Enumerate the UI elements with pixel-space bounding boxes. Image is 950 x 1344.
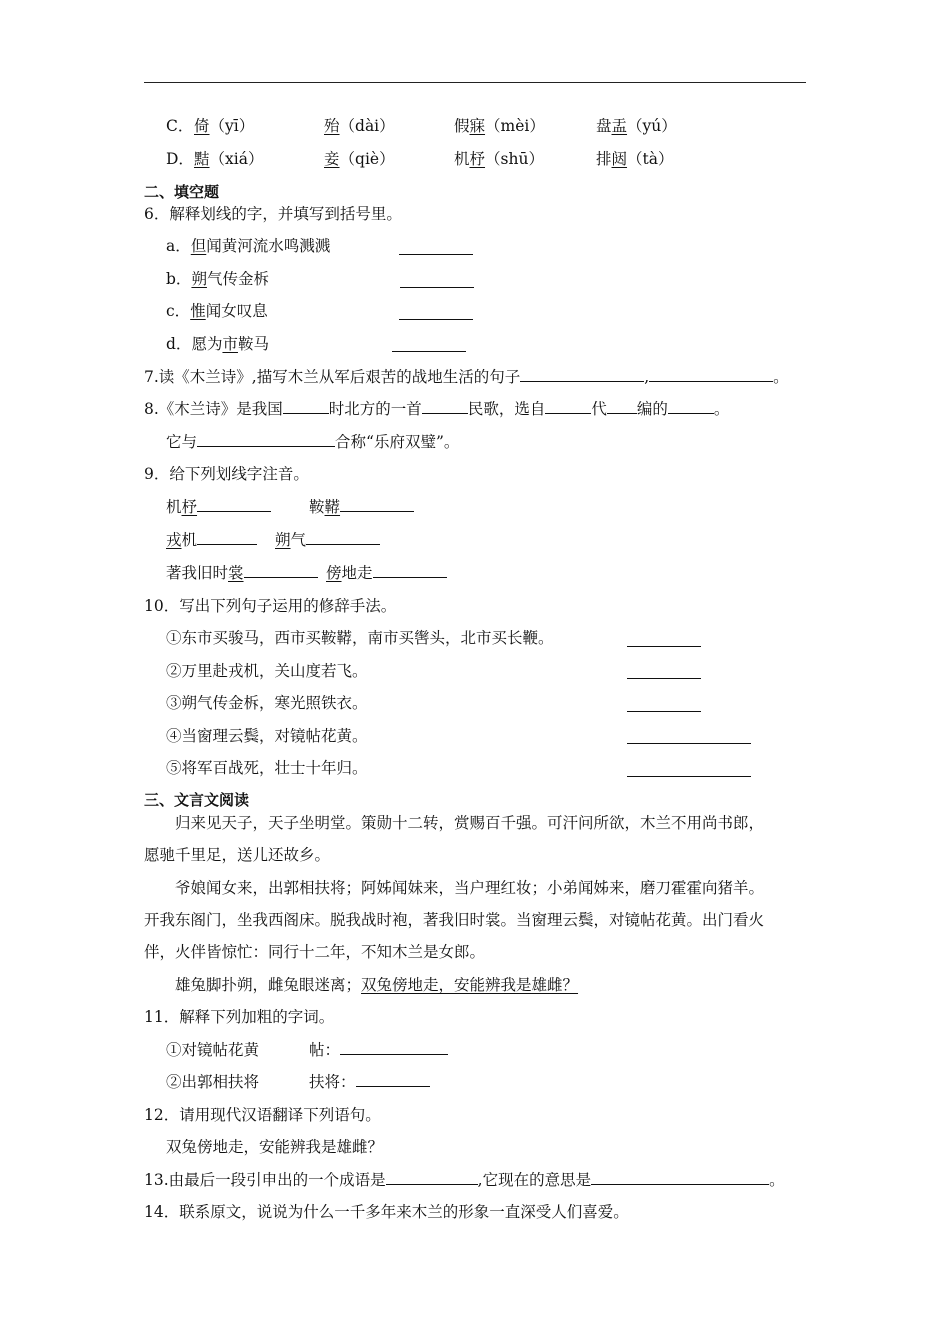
option-d-item-2: 妾（qiè）: [324, 150, 395, 168]
q10-item-2: ②万里赴戎机，关山度若飞。: [166, 662, 368, 680]
answer-blank[interactable]: [373, 563, 447, 578]
q10-item-3: ③朔气传金柝，寒光照铁衣。: [166, 694, 368, 712]
q10-item-4: ④当窗理云鬓，对镜帖花黄。: [166, 727, 368, 745]
q9-word-2: 鞍鞯: [309, 497, 414, 517]
question-11-stem: 11．解释下列加粗的字词。: [144, 1008, 335, 1026]
question-9-stem: 9．给下列划线字注音。: [144, 465, 309, 483]
question-14-stem: 14．联系原文，说说为什么一千多年来木兰的形象一直深受人们喜爱。: [144, 1203, 629, 1221]
answer-blank[interactable]: [306, 530, 380, 545]
section-heading-fill-blank: 二、填空题: [144, 183, 220, 201]
question-13: 13.由最后一段引申出的一个成语是 ,它现在的意思是 。: [144, 1171, 785, 1189]
passage-line: 雄兔脚扑朔，雌兔眼迷离；双兔傍地走，安能辨我是雄雌？: [175, 976, 579, 994]
q11-item-2-word: 扶将：: [309, 1072, 430, 1092]
answer-blank[interactable]: [197, 497, 271, 512]
answer-blank[interactable]: [356, 1072, 430, 1087]
q11-item-2: ②出郭相扶将: [166, 1073, 260, 1091]
q6-item-a: a．但闻黄河流水鸣溅溅: [166, 237, 331, 255]
answer-blank[interactable]: [283, 399, 329, 414]
question-7: 7.读《木兰诗》,描写木兰从军后艰苦的战地生活的句子 , 。: [144, 368, 789, 386]
question-8: 8.《木兰诗》是我国 时北方的一首 民歌，选自 代 编的 。: [144, 400, 730, 418]
option-d-item-4: 排闼（tà）: [596, 150, 674, 168]
q9-word-1: 机杼: [166, 497, 271, 517]
option-d-item-3: 机杼（shū）: [454, 150, 544, 168]
q10-item-5: ⑤将军百战死，壮士十年归。: [166, 759, 368, 777]
q9-word-5: 著我旧时裳: [166, 563, 318, 583]
q11-item-1-word: 帖：: [309, 1040, 448, 1060]
header-rule: [144, 82, 806, 83]
answer-blank[interactable]: [668, 399, 714, 414]
section-heading-classical-reading: 三、文言文阅读: [144, 791, 250, 809]
option-c-item-1: 倚（yī）: [194, 117, 255, 135]
q9-word-3: 戎机: [166, 530, 257, 550]
answer-blank[interactable]: [392, 337, 466, 352]
option-c-item-2: 殆（dài）: [324, 117, 395, 135]
option-d-item-1: 黠（xiá）: [194, 150, 264, 168]
option-c: [166, 116, 193, 136]
passage-line: 伴，火伴皆惊忙：同行十二年，不知木兰是女郎。: [144, 943, 486, 961]
answer-blank[interactable]: [340, 497, 414, 512]
option-d: [166, 149, 194, 169]
q6-item-b: b．朔气传金柝: [166, 270, 269, 288]
question-10-stem: 10．写出下列句子运用的修辞手法。: [144, 597, 397, 615]
passage-line: 开我东阁门，坐我西阁床。脱我战时袍，著我旧时裳。当窗理云鬓，对镜帖花黄。出门看火: [144, 911, 765, 929]
option-c-item-4: 盘盂（yú）: [596, 117, 677, 135]
answer-blank[interactable]: [400, 273, 474, 288]
answer-blank[interactable]: [520, 367, 644, 382]
q9-word-4: 朔气: [275, 530, 380, 550]
q9-word-6: 傍地走: [326, 563, 447, 583]
answer-blank[interactable]: [627, 632, 701, 647]
answer-blank[interactable]: [244, 563, 318, 578]
question-6-stem: 6．解释划线的字，并填写到括号里。: [144, 205, 402, 223]
q10-item-1: ①东市买骏马，西市买鞍鞯，南市买辔头，北市买长鞭。: [166, 629, 554, 647]
answer-blank[interactable]: [607, 399, 637, 414]
q11-item-1: ①对镜帖花黄: [166, 1041, 260, 1059]
answer-blank[interactable]: [399, 240, 473, 255]
passage-line: 愿驰千里足，送儿还故乡。: [144, 846, 331, 864]
answer-blank[interactable]: [340, 1040, 448, 1055]
option-label: D．: [166, 150, 194, 168]
q12-sentence: 双兔傍地走，安能辨我是雄雌？: [166, 1138, 384, 1156]
option-c-item-3: 假寐（mèi）: [454, 117, 545, 135]
answer-blank[interactable]: [386, 1170, 478, 1185]
answer-blank[interactable]: [399, 305, 473, 320]
answer-blank[interactable]: [627, 664, 701, 679]
answer-blank[interactable]: [627, 762, 751, 777]
answer-blank[interactable]: [627, 729, 751, 744]
q6-item-c: c．惟闻女叹息: [166, 302, 268, 320]
passage-line: 归来见天子，天子坐明堂。策勋十二转，赏赐百千强。可汗问所欲，木兰不用尚书郎，: [175, 814, 765, 832]
question-12-stem: 12．请用现代汉语翻译下列语句。: [144, 1106, 381, 1124]
q6-item-d: d．愿为市鞍马: [166, 335, 269, 353]
answer-blank[interactable]: [545, 399, 591, 414]
underlined-sentence: 双兔傍地走，安能辨我是雄雌？: [361, 976, 579, 994]
question-8-line-2: 它与 合称“乐府双璧”。: [166, 433, 460, 451]
answer-blank[interactable]: [591, 1170, 769, 1185]
answer-blank[interactable]: [627, 697, 701, 712]
answer-blank[interactable]: [649, 367, 773, 382]
answer-blank[interactable]: [197, 432, 335, 447]
answer-blank[interactable]: [197, 530, 257, 545]
passage-line: 爷娘闻女来，出郭相扶将；阿姊闻妹来，当户理红妆；小弟闻姊来，磨刀霍霍向猪羊。: [175, 879, 765, 897]
option-label: C．: [166, 117, 194, 135]
answer-blank[interactable]: [422, 399, 468, 414]
